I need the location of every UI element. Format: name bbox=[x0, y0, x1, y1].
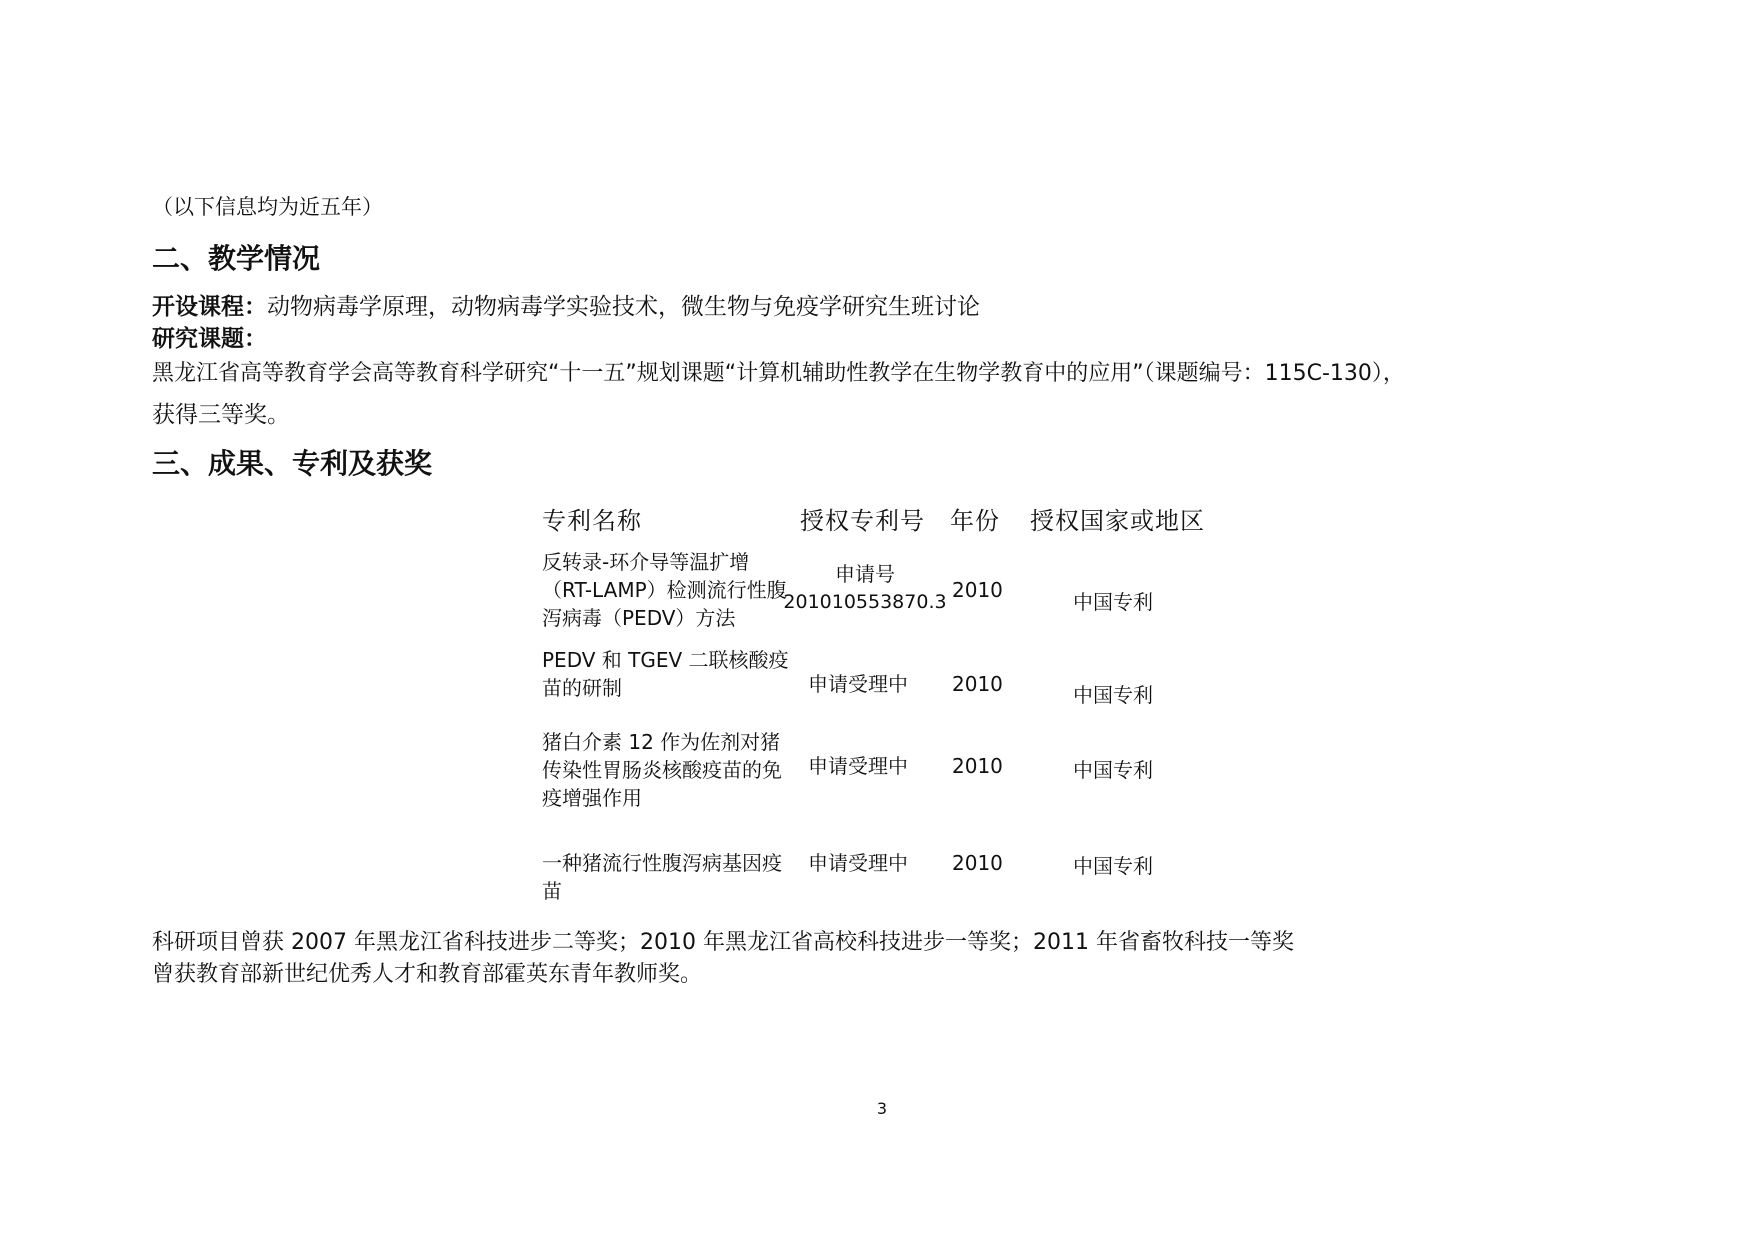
patent-year-1: 2010 bbox=[952, 578, 1003, 602]
topic-label: 研究课题： bbox=[152, 326, 267, 352]
patent-year-2: 2010 bbox=[952, 672, 1003, 696]
header-year: 年份 bbox=[950, 507, 1000, 535]
header-patent-name: 专利名称 bbox=[542, 507, 642, 535]
patent-number-1-line2: 201010553870.3 bbox=[783, 591, 947, 613]
period-note: （以下信息均为近五年） bbox=[152, 195, 383, 219]
courses-label: 开设课程： bbox=[152, 294, 267, 320]
courses-text: 动物病毒学原理，动物病毒学实验技术，微生物与免疫学研究生班讨论 bbox=[267, 294, 980, 320]
patent-number-2: 申请受理中 bbox=[808, 672, 908, 696]
patent-year-4: 2010 bbox=[952, 851, 1003, 875]
awards-line-2: 曾获教育部新世纪优秀人才和教育部霍英东青年教师奖。 bbox=[152, 962, 703, 987]
courses-line bbox=[152, 288, 980, 321]
patent-country-3: 中国专利 bbox=[1073, 758, 1153, 782]
patent-country-1: 中国专利 bbox=[1073, 590, 1153, 614]
patent-name-2: PEDV 和 TGEV 二联核酸疫苗的研制 bbox=[542, 648, 789, 700]
section-heading-teaching: 二、教学情况 bbox=[152, 242, 321, 275]
awards-line-1: 科研项目曾获 2007 年黑龙江省科技进步二等奖；2010 年黑龙江省高校科技进步一等奖；2011 年省畜牧科技一等奖 bbox=[152, 930, 1294, 955]
patent-country-4: 中国专利 bbox=[1073, 854, 1153, 878]
patent-number-1-line1: 申请号 bbox=[835, 562, 895, 586]
patent-name-4: 一种猪流行性腹泻病基因疫苗 bbox=[542, 851, 782, 903]
section-heading-achievements: 三、成果、专利及获奖 bbox=[152, 447, 433, 480]
patent-number-3: 申请受理中 bbox=[808, 754, 908, 778]
patent-name-3: 猪白介素 12 作为佐剂对猪传染性胃肠炎核酸疫苗的免疫增强作用 bbox=[542, 730, 782, 810]
patent-country-2: 中国专利 bbox=[1073, 683, 1153, 707]
patent-name-1: 反转录-环介导等温扩增（RT-LAMP）检测流行性腹泻病毒（PEDV）方法 bbox=[542, 550, 787, 630]
page-number: 3 bbox=[876, 1099, 888, 1118]
topic-line-2: 获得三等奖。 bbox=[152, 402, 290, 428]
patent-number-4: 申请受理中 bbox=[808, 851, 908, 875]
header-patent-number: 授权专利号 bbox=[800, 507, 925, 535]
topic-line-1: 黑龙江省高等教育学会高等教育科学研究“十一五”规划课题“计算机辅助性教学在生物学教育中的应用”（课题编号：115C-130）， bbox=[152, 361, 1405, 386]
patent-year-3: 2010 bbox=[952, 754, 1003, 778]
header-country: 授权国家或地区 bbox=[1030, 507, 1205, 535]
